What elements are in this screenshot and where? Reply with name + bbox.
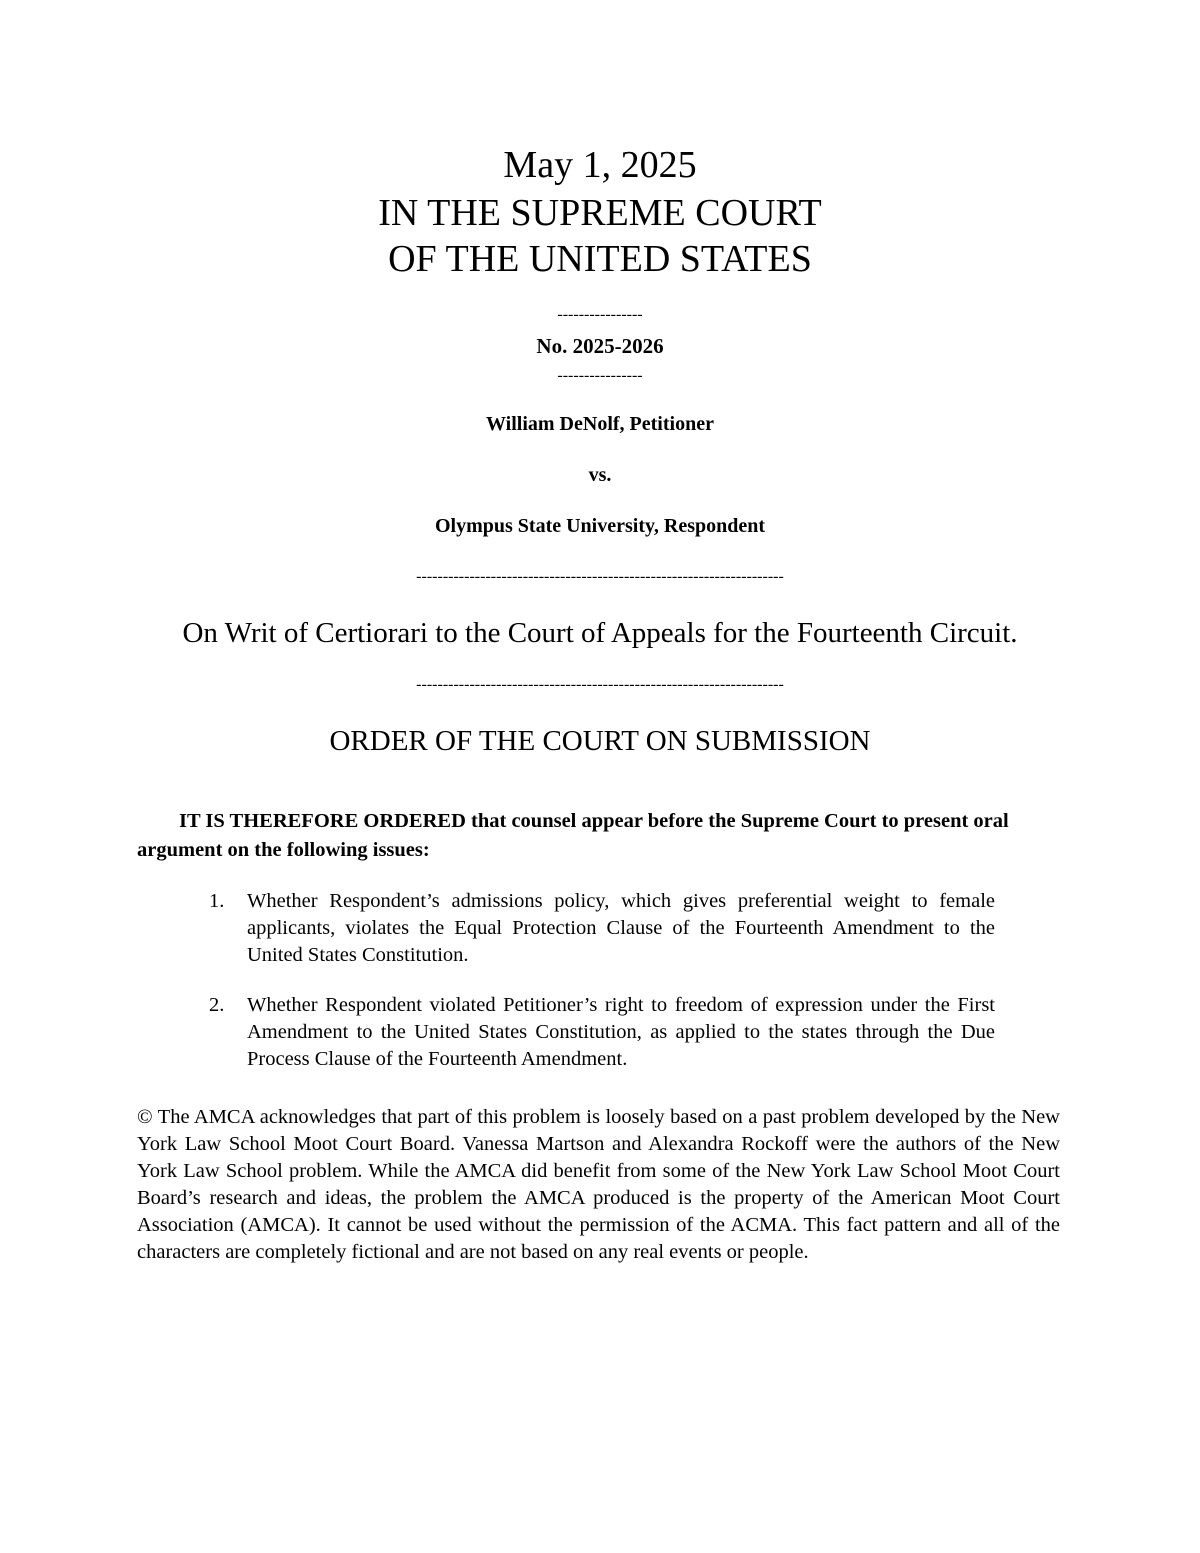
separator-long: --------------------------------------------------------------------- xyxy=(416,568,784,585)
order-title: ORDER OF THE COURT ON SUBMISSION xyxy=(329,725,871,757)
issue-number: 1. xyxy=(209,890,225,912)
order-intro xyxy=(137,807,1017,865)
case-number: No. 2025-2026 xyxy=(536,334,664,358)
petitioner: William DeNolf, Petitioner xyxy=(486,413,714,435)
separator-short: ---------------- xyxy=(557,367,643,384)
issue-item xyxy=(205,992,995,1073)
writ-statement: On Writ of Certiorari to the Court of Appeals for the Fourteenth Circuit. xyxy=(182,617,1018,649)
order-date: May 1, 2025 xyxy=(503,144,697,186)
copyright-notice: © The AMCA acknowledges that part of this problem is loosely based on a past problem developed by the New York Law School Moot Court Board. Vanessa Martson and Alexandra Rockoff were the authors of the New York Law School problem. While the AMCA did benefit from some of the New York Law School Moot Court Board’s research and ideas, the problem the AMCA produced is the property of the American Moot Court Association (AMCA). It cannot be used without the permission of the ACMA. This fact pattern and all of the characters are completely fictional and are not based on any real events or people. xyxy=(137,1106,1060,1263)
order-intro-text: IT IS THEREFORE ORDERED that counsel appear before the Supreme Court to present oral argument on the following issues: xyxy=(137,810,1009,861)
issue-item xyxy=(205,888,995,969)
court-name-line-1: IN THE SUPREME COURT xyxy=(378,192,822,234)
issue-number: 2. xyxy=(209,994,225,1016)
issue-text: Whether Respondent’s admissions policy, which gives preferential weight to female applicants, violates the Equal Protection Clause of the Fourteenth Amendment to the United States Constitution. xyxy=(247,890,995,966)
court-name-line-2: OF THE UNITED STATES xyxy=(388,238,812,280)
issues-list xyxy=(205,888,995,1096)
separator-long: --------------------------------------------------------------------- xyxy=(416,676,784,693)
separator-short: ---------------- xyxy=(557,306,643,323)
issue-text: Whether Respondent violated Petitioner’s right to freedom of expression under the First Amendment to the United States Constitution, as applied to the states through the Due Process Clause of the Fourteenth Amendment. xyxy=(247,994,995,1070)
respondent: Olympus State University, Respondent xyxy=(434,515,766,537)
versus: vs. xyxy=(588,464,612,486)
